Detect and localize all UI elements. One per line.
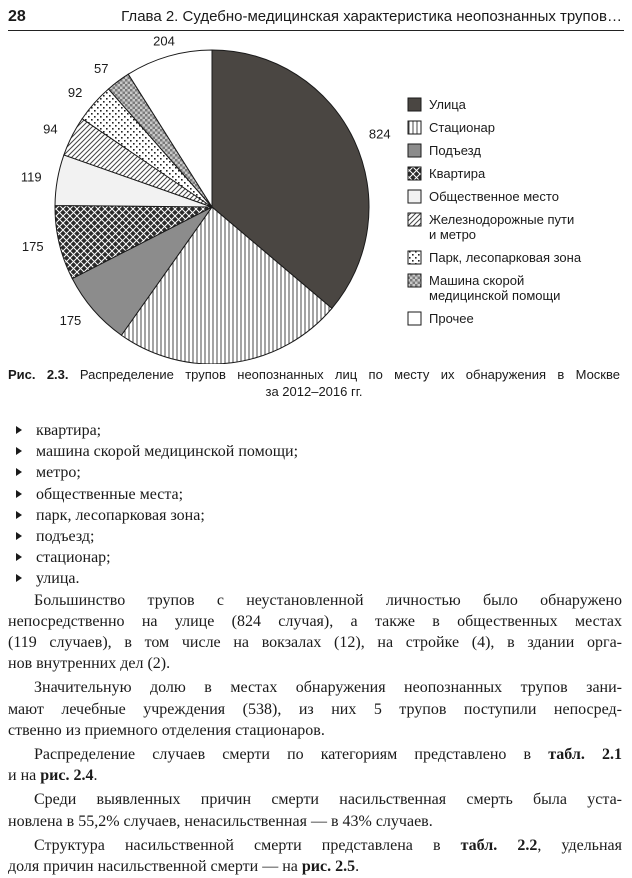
legend-item-8 (408, 273, 560, 303)
legend-label: Квартира (429, 166, 486, 181)
legend-label: Машина скорой (429, 273, 525, 288)
bullet-triangle-icon (16, 426, 22, 434)
legend-label: Подъезд (429, 143, 481, 158)
slice-value-label: 175 (59, 312, 82, 328)
slice-value-label: 204 (153, 34, 175, 49)
legend-swatch (408, 98, 421, 111)
figure-ref-2-5: рис. 2.5 (301, 858, 356, 876)
legend-item-9 (408, 311, 474, 326)
bullet-triangle-icon (16, 447, 22, 455)
list-item: улица. (26, 568, 622, 589)
chapter-title: Глава 2. Судебно-медицинская характеристика неопознанных трупов… (121, 8, 622, 25)
list-item: подъезд; (26, 526, 622, 547)
legend-item-6 (408, 212, 574, 242)
bullet-triangle-icon (16, 468, 22, 476)
figure-ref-2-4: рис. 2.4 (40, 767, 94, 785)
slice-value-label: 119 (20, 169, 42, 185)
legend-label: Улица (429, 97, 466, 112)
legend-item-3 (408, 143, 481, 158)
slice-value-label: 94 (43, 121, 58, 137)
bullet-triangle-icon (16, 574, 22, 582)
legend-label: Общественное место (429, 189, 559, 204)
bullet-triangle-icon (16, 490, 22, 498)
caption-line-1 (8, 366, 620, 383)
legend-swatch (408, 167, 421, 180)
list-item: стационар; (26, 547, 622, 568)
legend-label: Прочее (429, 311, 474, 326)
legend-swatch (408, 251, 421, 264)
slice-value-label: 57 (94, 60, 109, 76)
bullet-triangle-icon (16, 553, 22, 561)
legend-label: и метро (429, 227, 477, 242)
page-number: 28 (8, 8, 26, 25)
pie-chart (0, 34, 632, 364)
legend-label: Стационар (429, 120, 496, 135)
body-text (8, 420, 622, 877)
slice-value-label: 92 (67, 84, 83, 100)
legend-swatch (408, 121, 421, 134)
legend-swatch (408, 213, 421, 226)
legend-label: Парк, лесопарковая зона (429, 250, 582, 265)
legend-swatch (408, 144, 421, 157)
caption-line-2: за 2012–2016 гг. (265, 384, 363, 399)
list-item: метро; (26, 462, 622, 483)
paragraph-1: Большинство трупов с неустановленной личностью было обнаружено непосредственно на улице (824 случая), а также в общественных местах (119 случаев), в том числе на вокзалах (12), на стройке (4), в здании орга- нов внутренних дел (2). (8, 591, 622, 673)
paragraph-5: Структура насильственной смерти представлена в табл. 2.2, удельная доля причин насильственной смерти — на рис. 2.5. (8, 836, 622, 876)
legend-item-4 (408, 166, 486, 181)
table-ref-2-1: табл. 2.1 (548, 746, 622, 764)
running-header (8, 4, 624, 30)
bullet-list (26, 420, 622, 590)
slice-value-label: 824 (368, 126, 391, 142)
legend-item-5 (408, 189, 559, 204)
legend-swatch (408, 190, 421, 203)
list-item: машина скорой медицинской помощи; (26, 441, 622, 462)
list-item: парк, лесопарковая зона; (26, 505, 622, 526)
paragraph-2: Значительную долю в местах обнаружения неопознанных трупов зани- мают лечебные учреждения (538), из них 5 трупов поступили непосред- ственно из приемного отделения стационаров. (8, 679, 622, 739)
figure-caption (8, 366, 620, 400)
paragraph-3: Распределение случаев смерти по категориям представлено в табл. 2.1 и на рис. 2.4. (8, 746, 622, 785)
slice-value-label: 175 (21, 239, 44, 255)
legend-label: Железнодорожные пути (429, 212, 575, 227)
bullet-triangle-icon (16, 511, 22, 519)
legend-swatch (408, 312, 421, 325)
caption-text-1: Распределение трупов неопознанных лиц по месту их обнаружения в Москве (79, 367, 620, 382)
caption-label: Рис. 2.3. (8, 367, 69, 382)
legend-swatch (408, 274, 421, 287)
table-ref-2-2: табл. 2.2 (460, 836, 538, 854)
legend-item-1 (408, 97, 467, 112)
legend-item-7 (408, 250, 582, 265)
bullet-triangle-icon (16, 532, 22, 540)
list-item: квартира; (26, 420, 622, 441)
paragraph-4: Среди выявленных причин смерти насильственная смерть была уста- новлена в 55,2% случаев, ненасильственная — в 43% случаев. (8, 791, 622, 830)
list-item: общественные места; (26, 484, 622, 505)
header-rule (8, 30, 624, 31)
legend-label: медицинской помощи (429, 288, 561, 303)
legend-item-2 (408, 120, 495, 135)
